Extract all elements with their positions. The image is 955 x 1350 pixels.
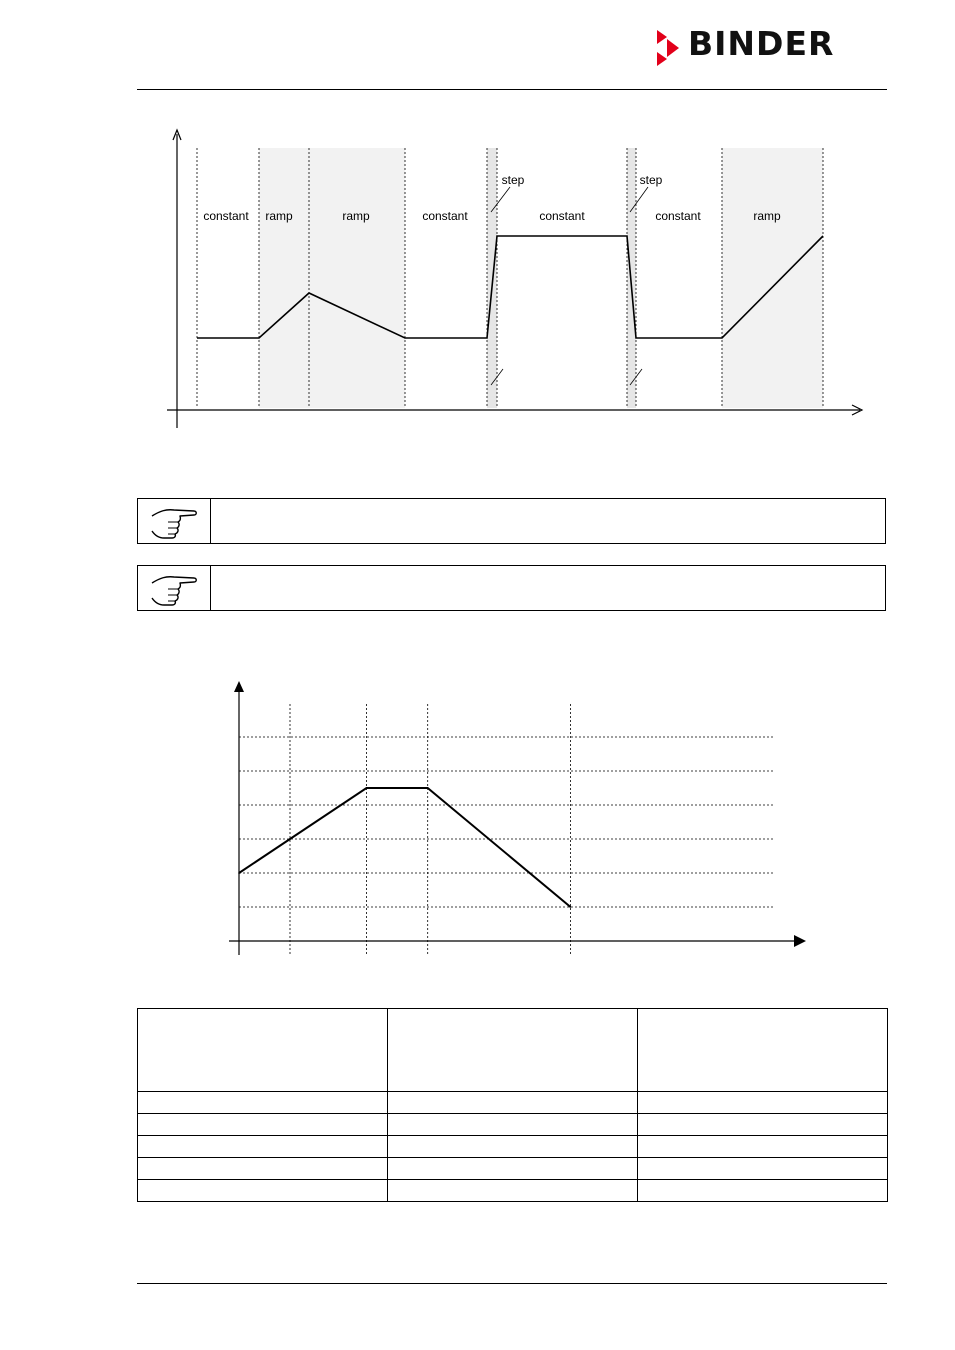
table-header-cell xyxy=(388,1009,638,1092)
table-cell xyxy=(138,1180,388,1202)
segment-label-4: constant xyxy=(422,209,468,223)
example-data-point xyxy=(289,838,291,840)
note-icon-cell xyxy=(138,566,211,610)
table-cell xyxy=(388,1180,638,1202)
pointing-hand-icon xyxy=(148,503,200,541)
program-diagram xyxy=(0,0,955,440)
table-header-cell xyxy=(638,1009,888,1092)
table-cell xyxy=(138,1136,388,1158)
example-data-point xyxy=(238,872,240,874)
example-profile-chart xyxy=(0,670,955,970)
segment-label-7: ramp xyxy=(753,209,781,223)
pointing-hand-icon xyxy=(148,570,200,608)
table-cell xyxy=(638,1114,888,1136)
note-box-1 xyxy=(137,498,886,544)
example-series-line xyxy=(239,788,571,907)
segment-label-3: ramp xyxy=(342,209,370,223)
shaded-step-zone-1 xyxy=(487,148,497,408)
segment-label-2: ramp xyxy=(265,209,293,223)
table-row xyxy=(138,1092,888,1114)
table-cell xyxy=(388,1136,638,1158)
table-cell xyxy=(638,1180,888,1202)
example-chart-axes xyxy=(229,681,806,955)
segment-label-1: constant xyxy=(203,209,249,223)
table-header-row xyxy=(138,1009,888,1092)
step-label-1: step xyxy=(501,173,525,187)
table-cell xyxy=(638,1158,888,1180)
segment-label-5: constant xyxy=(539,209,585,223)
shaded-ramp-zone-2 xyxy=(722,148,823,408)
table-cell xyxy=(138,1092,388,1114)
example-data-point xyxy=(570,906,572,908)
note-icon-cell xyxy=(138,499,211,543)
segment-label-6: constant xyxy=(655,209,701,223)
table-cell xyxy=(638,1136,888,1158)
table-row xyxy=(138,1158,888,1180)
shaded-ramp-zone-1 xyxy=(259,148,405,408)
table-cell xyxy=(388,1092,638,1114)
table-row xyxy=(138,1136,888,1158)
table-cell xyxy=(138,1158,388,1180)
table-cell xyxy=(138,1114,388,1136)
example-data-point xyxy=(427,787,429,789)
program-table xyxy=(137,1008,888,1202)
example-chart-grid xyxy=(239,704,775,955)
table-row xyxy=(138,1114,888,1136)
table-cell xyxy=(638,1092,888,1114)
table-header-cell xyxy=(138,1009,388,1092)
binder-logo-text: BINDER xyxy=(688,24,835,63)
example-data-point xyxy=(366,787,368,789)
table-cell xyxy=(388,1158,638,1180)
step-label-2: step xyxy=(639,173,663,187)
table-row xyxy=(138,1180,888,1202)
table-cell xyxy=(388,1114,638,1136)
note-box-2 xyxy=(137,565,886,611)
footer-rule xyxy=(137,1283,887,1284)
